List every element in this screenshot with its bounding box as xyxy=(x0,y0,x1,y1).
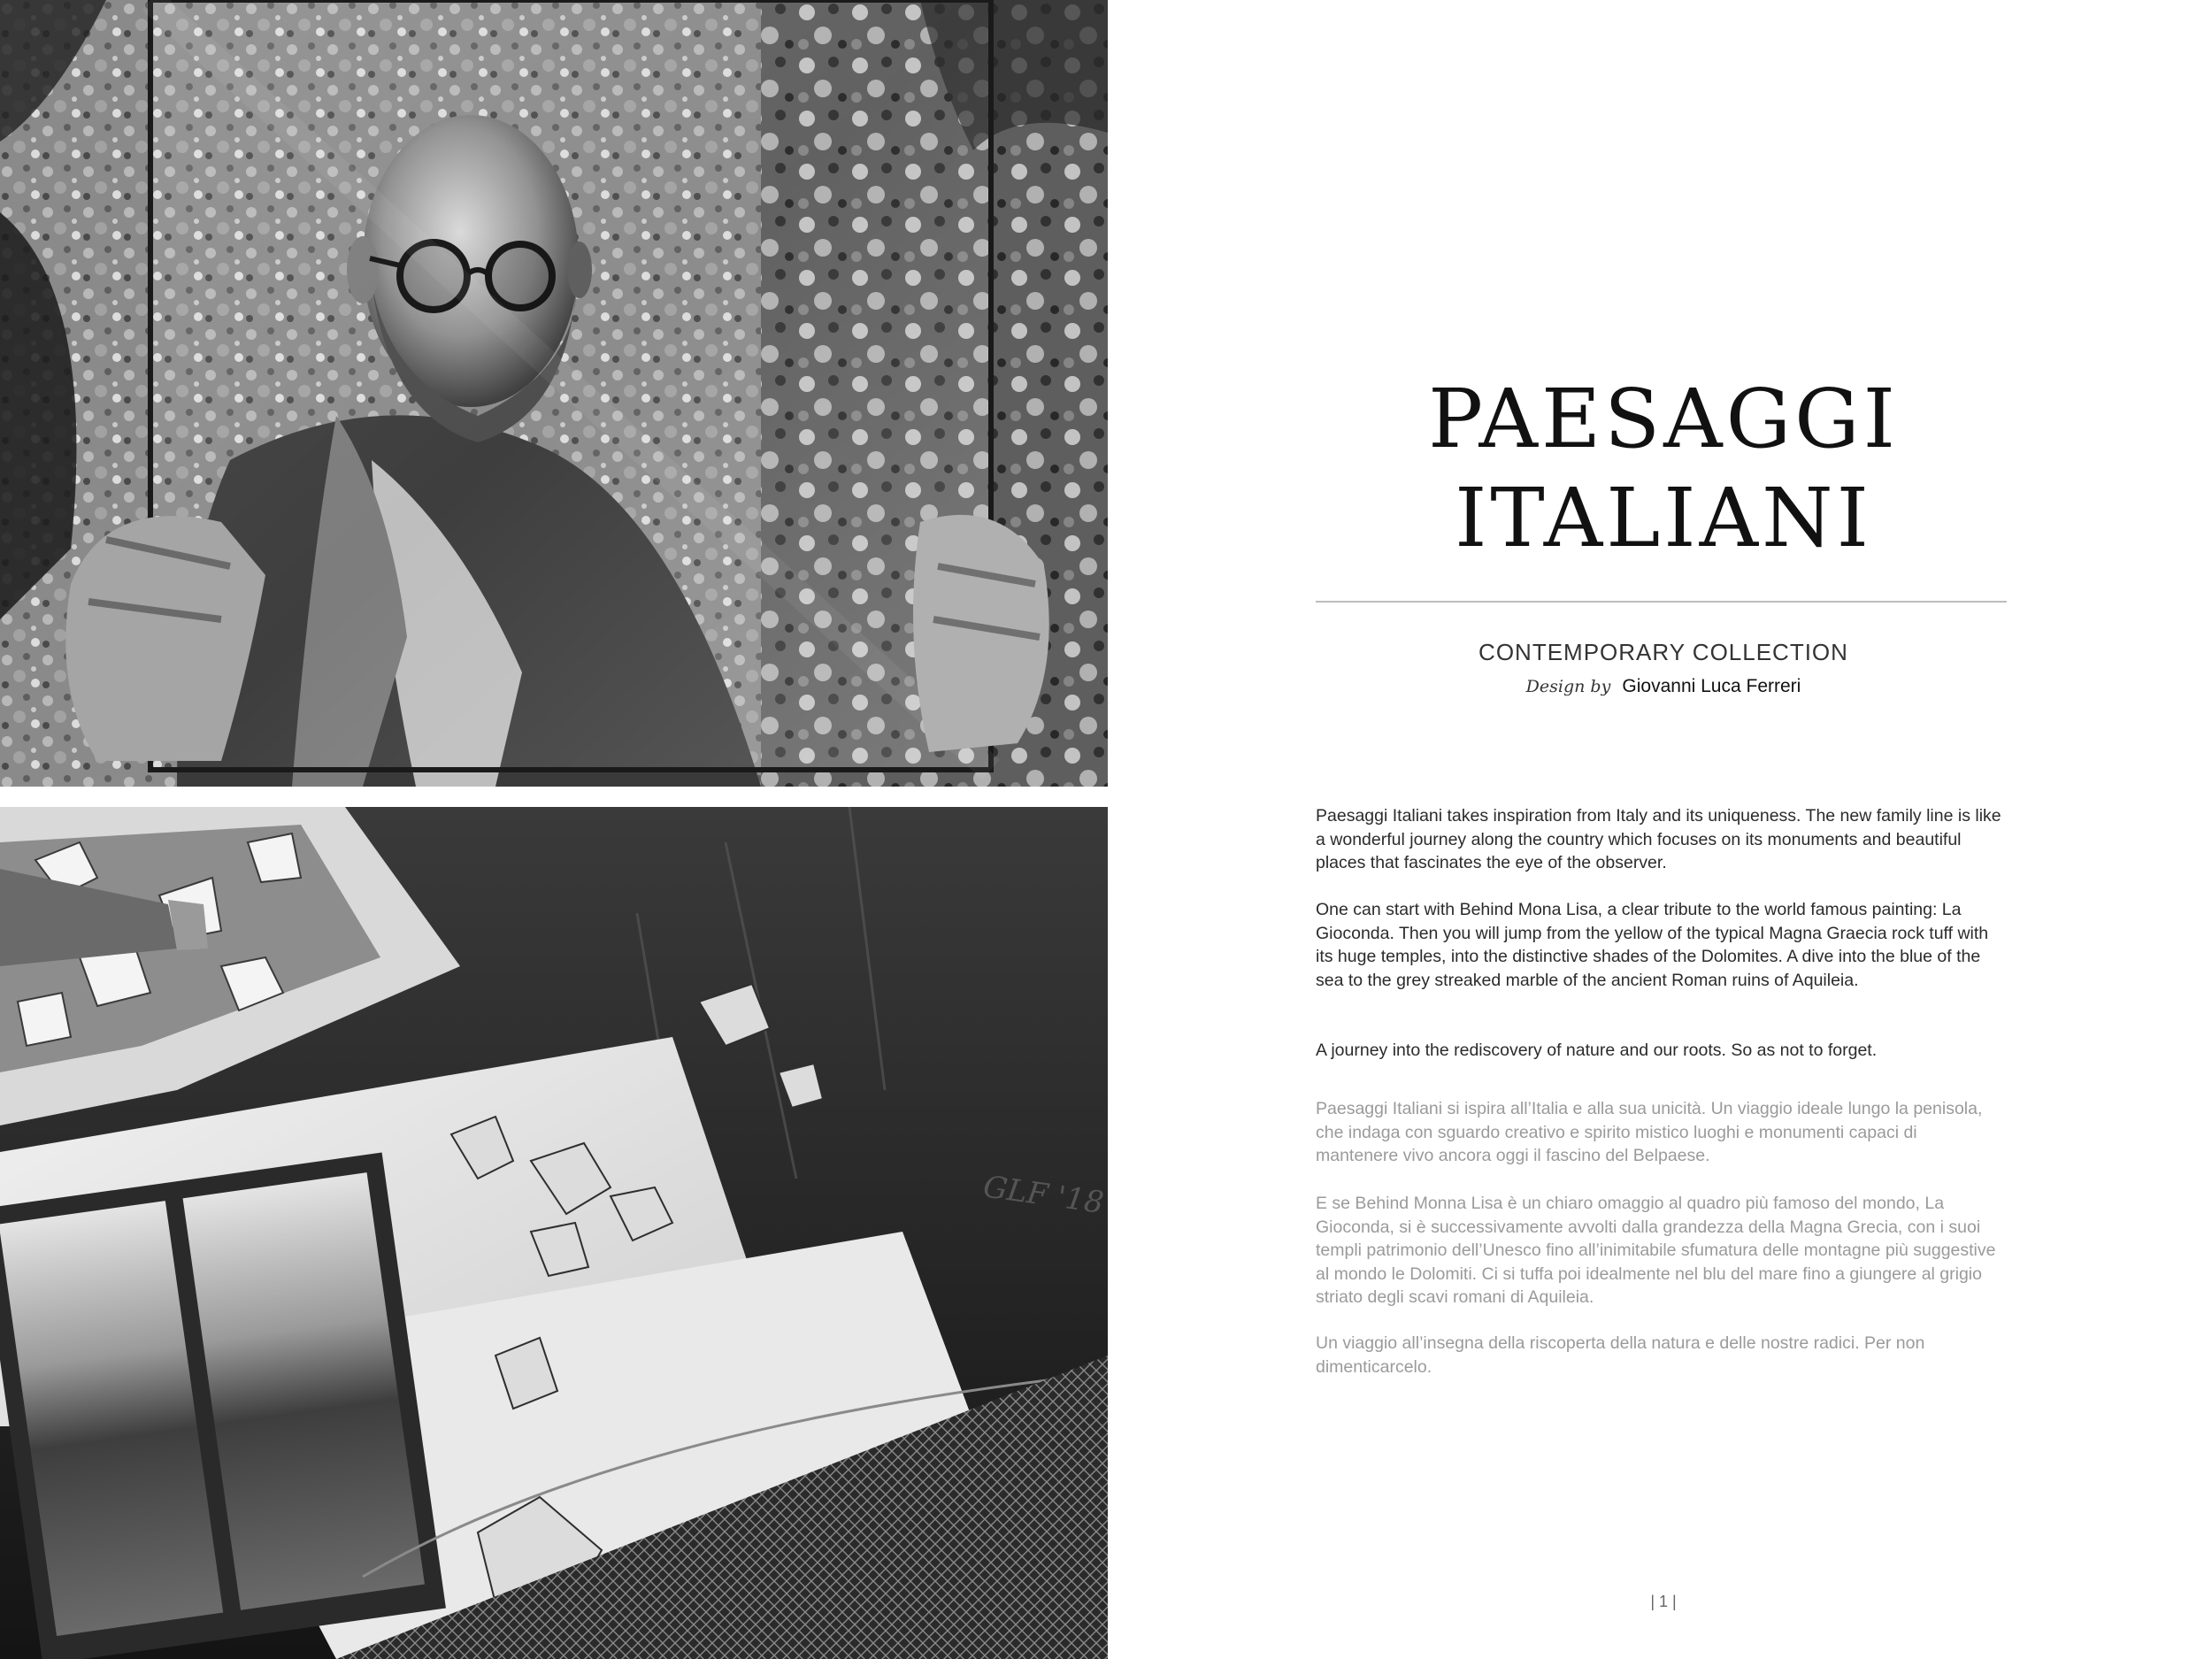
page-number: | 1 | xyxy=(1650,1593,1677,1610)
title-line-2: ITALIANI xyxy=(1455,471,1872,565)
italian-paragraph-2: E se Behind Monna Lisa è un chiaro omaggio al quadro più famoso del mondo, La Gioconda, si è successivamente avvolti dalla grandezza della Magna Grecia, con i suoi templi patrimonio dell’Unesco fino all’inimitabile sfumatura delle montagne più suggestive al mondo le Dolomiti. Ci si tuffa poi idealmente nel blu del mare fino a giungere al grigio striato degli scavi romani di Aquileia. xyxy=(1316,1194,1996,1307)
english-paragraph-3: A journey into the rediscovery of nature and our roots. So as not to forget. xyxy=(1316,1041,1878,1060)
title-line-1: PAESAGGI xyxy=(1428,372,1899,466)
designer-name: Giovanni Luca Ferreri xyxy=(1622,676,1801,696)
title-divider xyxy=(1316,601,2007,603)
portrait-photo-icon xyxy=(0,0,1108,787)
english-paragraph-2: One can start with Behind Mona Lisa, a clear tribute to the world famous painting: La Gioconda. Then you will jump from the yellow of the typical Magna Graecia rock tuff with its huge temples, into the distinctive shades of the Dolomites. A dive into the blue of the sea to the grey streaked marble of the ancient Roman ruins of Aquileia. xyxy=(1316,900,1989,990)
page-title xyxy=(1318,370,2008,568)
workbench-photo xyxy=(0,807,1108,1659)
portrait-photo xyxy=(0,0,1108,787)
italian-paragraph-1: Paesaggi Italiani si ispira all’Italia e alla sua unicità. Un viaggio ideale lungo la penisola, che indaga con sguardo creativo e spirito mistico luoghi e monumenti capaci di mantenere vivo ancora oggi il fascino del Belpaese. xyxy=(1316,1099,1983,1165)
design-by-label: Design by xyxy=(1525,677,1611,696)
designer-credit xyxy=(1318,676,2008,697)
signature: GLF '18 xyxy=(980,1169,1106,1221)
workbench-photo-icon xyxy=(0,807,1108,1659)
collection-subtitle: CONTEMPORARY COLLECTION xyxy=(1479,639,1848,665)
italian-paragraph-3: Un viaggio all’insegna della riscoperta della natura e delle nostre radici. Per non dimenticarcelo. xyxy=(1316,1333,1925,1377)
painting xyxy=(0,1153,446,1659)
english-paragraph-1: Paesaggi Italiani takes inspiration from Italy and its uniqueness. The new family line is like a wonderful journey along the country which focuses on its monuments and beautiful places that fascinates the eye of the observer. xyxy=(1316,806,2001,872)
